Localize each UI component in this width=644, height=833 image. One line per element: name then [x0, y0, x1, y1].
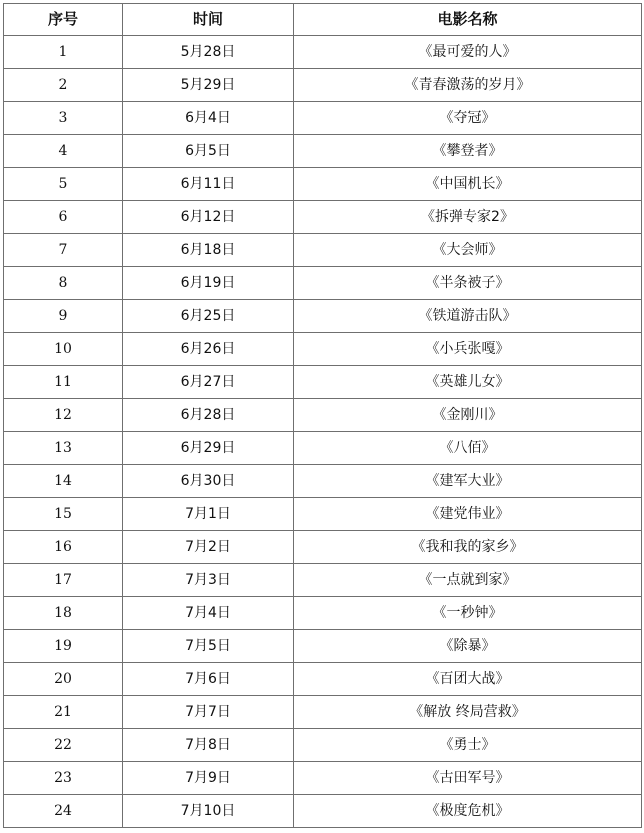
table-row: [4, 267, 642, 300]
date-cell: 5月28日: [123, 36, 294, 69]
date-cell: 7月4日: [123, 597, 294, 630]
table-row: [4, 795, 642, 828]
date-cell: 6月30日: [123, 465, 294, 498]
table-row: [4, 168, 642, 201]
movie-title-cell: 《我和我的家乡》: [294, 531, 642, 564]
table-row: [4, 234, 642, 267]
serial-number-cell: 16: [4, 531, 123, 564]
header-row: [4, 4, 642, 36]
movie-title-cell: 《铁道游击队》: [294, 300, 642, 333]
movie-title-cell: 《中国机长》: [294, 168, 642, 201]
date-cell: 6月29日: [123, 432, 294, 465]
serial-number-cell: 19: [4, 630, 123, 663]
table-row: [4, 465, 642, 498]
table-row: [4, 597, 642, 630]
serial-number-cell: 10: [4, 333, 123, 366]
date-cell: 7月2日: [123, 531, 294, 564]
serial-number-cell: 18: [4, 597, 123, 630]
movie-title-cell: 《极度危机》: [294, 795, 642, 828]
table-row: [4, 333, 642, 366]
serial-number-cell: 21: [4, 696, 123, 729]
serial-number-cell: 3: [4, 102, 123, 135]
date-cell: 6月18日: [123, 234, 294, 267]
table-row: [4, 564, 642, 597]
date-cell: 7月1日: [123, 498, 294, 531]
date-cell: 7月9日: [123, 762, 294, 795]
movie-title-cell: 《金刚川》: [294, 399, 642, 432]
table-row: [4, 36, 642, 69]
movie-title-cell: 《半条被子》: [294, 267, 642, 300]
movie-title-cell: 《大会师》: [294, 234, 642, 267]
serial-number-cell: 20: [4, 663, 123, 696]
date-cell: 6月5日: [123, 135, 294, 168]
table-body: [4, 36, 642, 828]
date-cell: 6月4日: [123, 102, 294, 135]
table-row: [4, 399, 642, 432]
table-row: [4, 696, 642, 729]
date-cell: 6月26日: [123, 333, 294, 366]
date-cell: 6月25日: [123, 300, 294, 333]
movie-title-cell: 《拆弹专家2》: [294, 201, 642, 234]
movie-title-cell: 《建党伟业》: [294, 498, 642, 531]
date-cell: 6月28日: [123, 399, 294, 432]
table-row: [4, 300, 642, 333]
date-cell: 6月27日: [123, 366, 294, 399]
table-row: [4, 102, 642, 135]
table-row: [4, 69, 642, 102]
serial-number-cell: 12: [4, 399, 123, 432]
movie-title-cell: 《建军大业》: [294, 465, 642, 498]
movie-schedule-table: [3, 3, 642, 828]
movie-title-cell: 《一秒钟》: [294, 597, 642, 630]
serial-number-cell: 24: [4, 795, 123, 828]
serial-number-cell: 2: [4, 69, 123, 102]
date-cell: 7月7日: [123, 696, 294, 729]
movie-title-cell: 《八佰》: [294, 432, 642, 465]
table-row: [4, 531, 642, 564]
date-cell: 7月6日: [123, 663, 294, 696]
table-row: [4, 201, 642, 234]
serial-number-cell: 9: [4, 300, 123, 333]
serial-number-cell: 13: [4, 432, 123, 465]
movie-title-cell: 《英雄儿女》: [294, 366, 642, 399]
table-row: [4, 729, 642, 762]
movie-title-cell: 《最可爱的人》: [294, 36, 642, 69]
date-cell: 7月5日: [123, 630, 294, 663]
serial-number-cell: 4: [4, 135, 123, 168]
date-cell: 7月3日: [123, 564, 294, 597]
movie-title-cell: 《攀登者》: [294, 135, 642, 168]
serial-number-cell: 1: [4, 36, 123, 69]
table-row: [4, 762, 642, 795]
serial-number-cell: 15: [4, 498, 123, 531]
serial-number-cell: 11: [4, 366, 123, 399]
header-movie-title: 电影名称: [294, 4, 642, 36]
movie-title-cell: 《勇士》: [294, 729, 642, 762]
table-row: [4, 432, 642, 465]
serial-number-cell: 14: [4, 465, 123, 498]
movie-title-cell: 《百团大战》: [294, 663, 642, 696]
table-row: [4, 663, 642, 696]
header-date: 时间: [123, 4, 294, 36]
movie-title-cell: 《除暴》: [294, 630, 642, 663]
movie-title-cell: 《古田军号》: [294, 762, 642, 795]
date-cell: 5月29日: [123, 69, 294, 102]
movie-title-cell: 《夺冠》: [294, 102, 642, 135]
movie-title-cell: 《解放 终局营救》: [294, 696, 642, 729]
date-cell: 7月10日: [123, 795, 294, 828]
serial-number-cell: 6: [4, 201, 123, 234]
table-row: [4, 366, 642, 399]
movie-title-cell: 《小兵张嘎》: [294, 333, 642, 366]
serial-number-cell: 8: [4, 267, 123, 300]
movie-title-cell: 《一点就到家》: [294, 564, 642, 597]
serial-number-cell: 22: [4, 729, 123, 762]
serial-number-cell: 5: [4, 168, 123, 201]
movie-title-cell: 《青春激荡的岁月》: [294, 69, 642, 102]
date-cell: 6月19日: [123, 267, 294, 300]
table-row: [4, 498, 642, 531]
table-row: [4, 135, 642, 168]
header-serial-number: 序号: [4, 4, 123, 36]
date-cell: 6月12日: [123, 201, 294, 234]
serial-number-cell: 17: [4, 564, 123, 597]
table-row: [4, 630, 642, 663]
date-cell: 6月11日: [123, 168, 294, 201]
date-cell: 7月8日: [123, 729, 294, 762]
serial-number-cell: 23: [4, 762, 123, 795]
serial-number-cell: 7: [4, 234, 123, 267]
